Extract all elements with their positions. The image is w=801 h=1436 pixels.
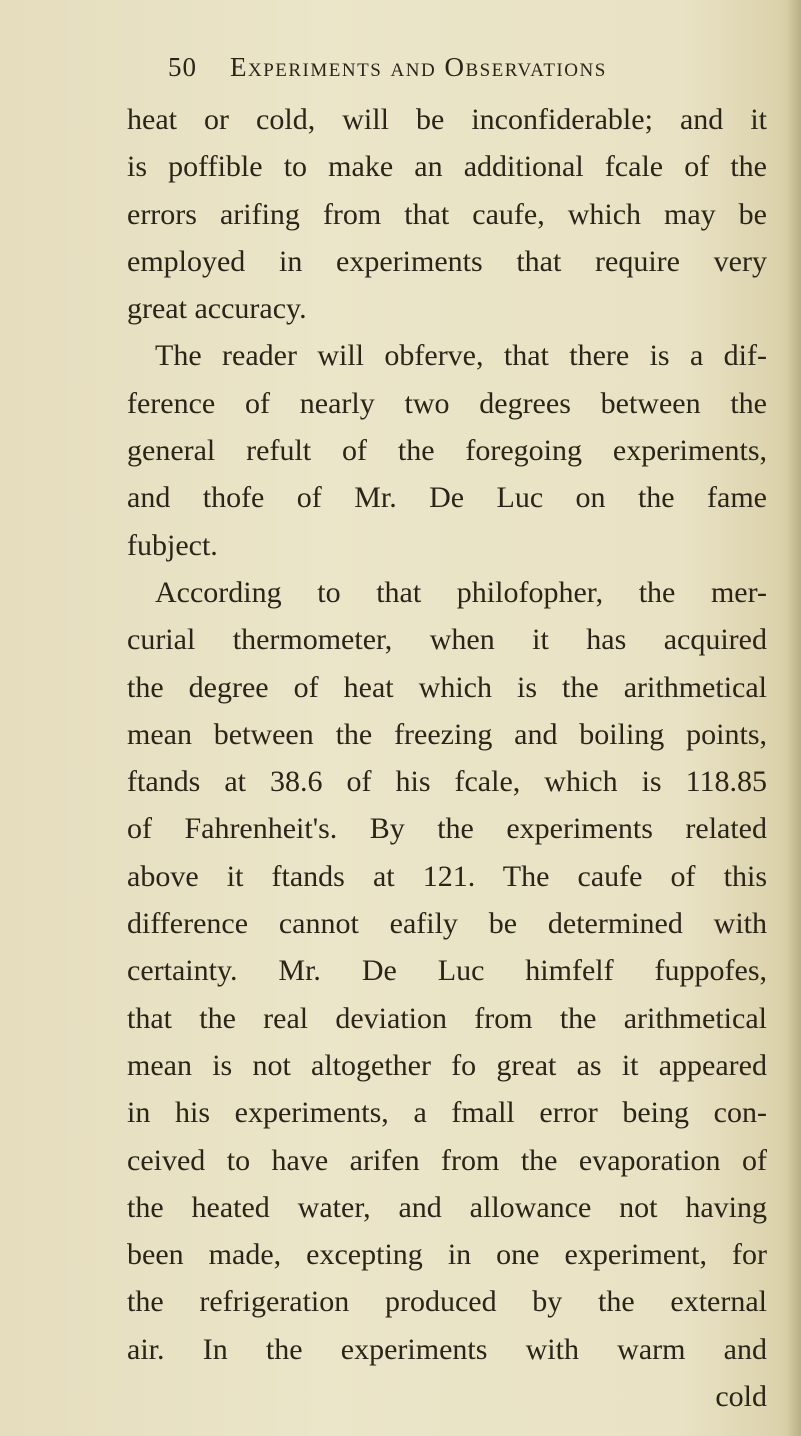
page-number: 50	[168, 52, 197, 82]
text-line: employed in experiments that require very	[127, 244, 767, 278]
text-line: the heated water, and allowance not having	[127, 1190, 767, 1224]
text-line: certainty. Mr. De Luc himfelf fuppofes,	[127, 954, 767, 988]
text-line: According to that philofopher, the mer-	[155, 575, 767, 609]
text-line: difference cannot eafily be determined with	[127, 907, 767, 941]
text-line: and thofe of Mr. De Luc on the fame	[127, 481, 767, 515]
text-line: ftands at 38.6 of his fcale, which is 118.85	[127, 765, 767, 799]
running-head: Experiments and Observations	[230, 52, 607, 82]
text-line: heat or cold, will be inconfiderable; and it	[127, 103, 767, 136]
text-line: the refrigeration produced by the external	[127, 1285, 767, 1319]
catchword: cold	[715, 1380, 767, 1414]
text-line: above it ftands at 121. The caufe of this	[127, 859, 767, 893]
page-edge-shadow	[787, 0, 801, 1436]
text-line: curial thermometer, when it has acquired	[127, 623, 767, 657]
text-line: fubject.	[127, 528, 218, 562]
text-line: of Fahrenheit's. By the experiments related	[127, 812, 767, 846]
text-line: great accuracy.	[127, 292, 307, 326]
text-line: errors arifing from that caufe, which may be	[127, 197, 767, 231]
text-line: the degree of heat which is the arithmetical	[127, 670, 767, 704]
text-line: ference of nearly two degrees between the	[127, 386, 767, 420]
text-line: been made, excepting in one experiment, for	[127, 1238, 767, 1272]
text-line: that the real deviation from the arithmetical	[127, 1001, 767, 1035]
text-line: air. In the experiments with warm and	[127, 1332, 767, 1366]
text-line: mean between the freezing and boiling points,	[127, 717, 767, 751]
text-line: general refult of the foregoing experiments,	[127, 434, 767, 468]
page-header	[168, 52, 628, 92]
text-line: ceived to have arifen from the evaporation of	[127, 1143, 767, 1177]
text-line: in his experiments, a fmall error being con-	[127, 1096, 767, 1130]
text-line: is poffible to make an additional fcale of the	[127, 150, 767, 184]
text-line: The reader will obferve, that there is a dif-	[155, 339, 767, 373]
text-line: mean is not altogether fo great as it appeared	[127, 1048, 767, 1082]
body-text	[127, 96, 767, 1420]
